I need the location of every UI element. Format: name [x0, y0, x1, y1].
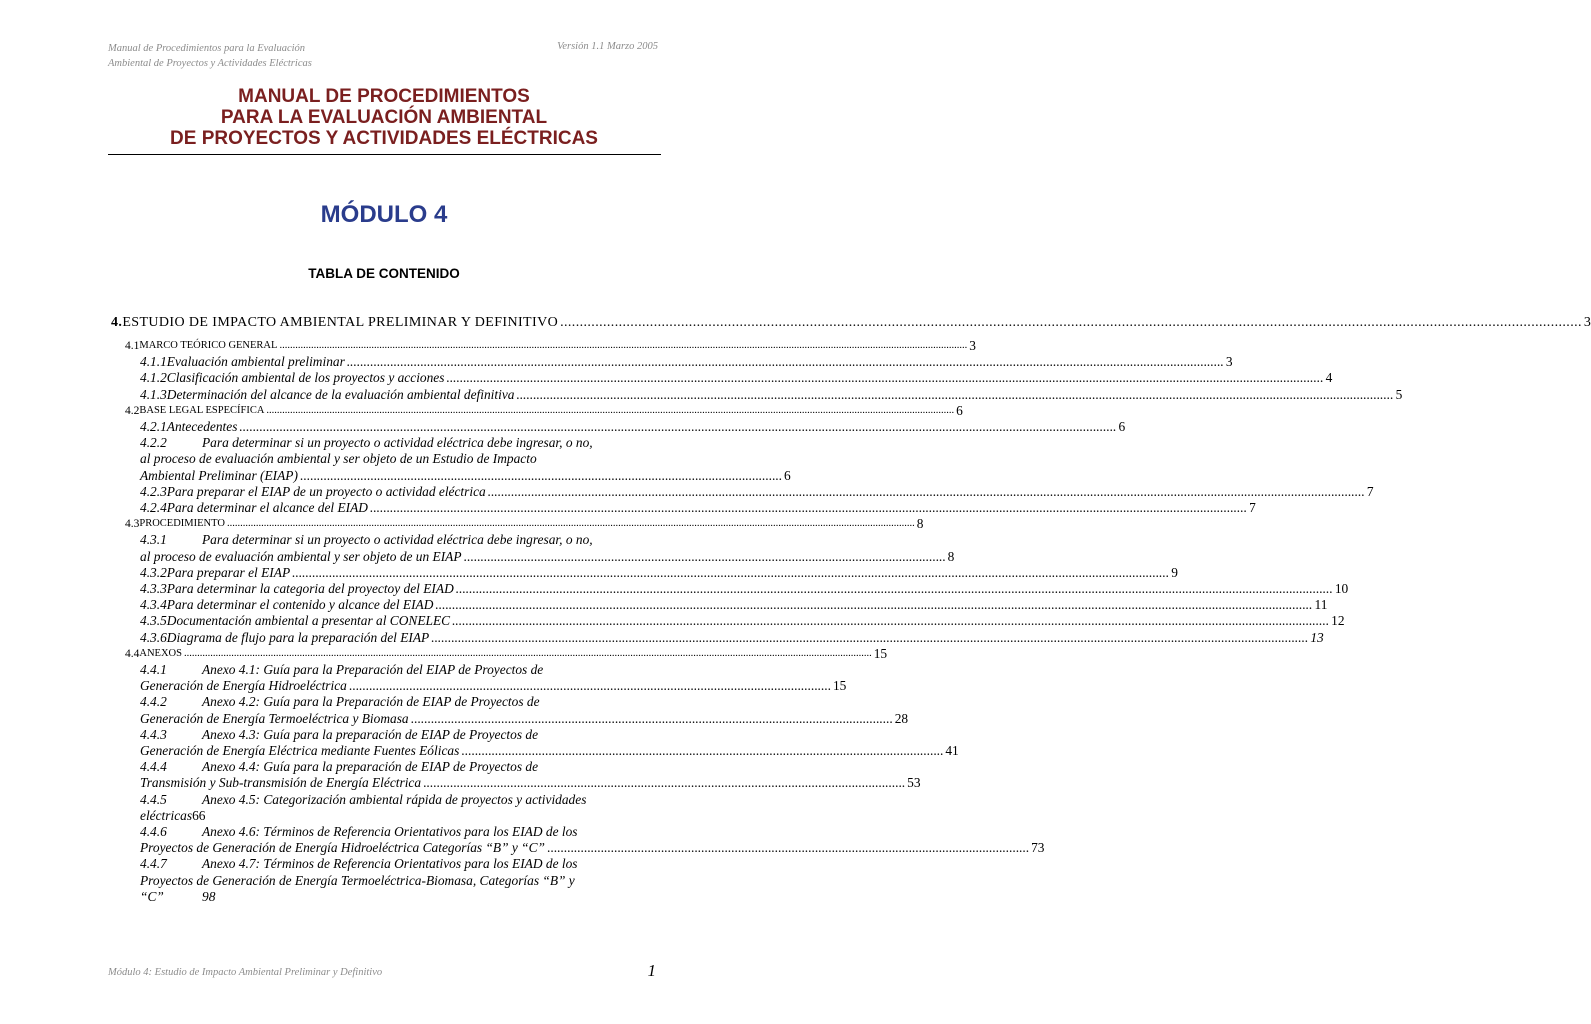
- toc-page: 3: [1225, 354, 1233, 370]
- toc-entry-4-2-3[interactable]: [125, 483, 1374, 500]
- toc-page: 66: [192, 807, 206, 823]
- running-header-title: [108, 41, 312, 71]
- toc-number: 4.3.3: [140, 581, 167, 596]
- toc-text: Documentación ambiental a presentar al CONELEC: [166, 613, 451, 629]
- toc-text: BASE LEGAL ESPECÍFICA: [139, 404, 265, 416]
- toc-entry-4-1-2[interactable]: [125, 370, 1333, 386]
- toc-entry-4-4-4[interactable]: [125, 759, 921, 791]
- toc-page: 4: [1325, 370, 1333, 386]
- toc-text: Evaluación ambiental preliminar: [166, 354, 345, 370]
- toc-page: 7: [1366, 483, 1374, 499]
- table-of-contents: [125, 338, 1403, 905]
- toc-number: 4.1.1: [140, 354, 167, 370]
- toc-text-line-3: “C”: [140, 888, 164, 904]
- toc-page: 15: [873, 645, 888, 661]
- toc-number: 4.2.2: [140, 435, 167, 451]
- title-line-2: PARA LA EVALUACIÓN AMBIENTAL: [220, 107, 548, 128]
- toc-page: 15: [832, 678, 847, 694]
- toc-leader: ................................................................................................................................................: [423, 775, 906, 791]
- toc-entry-4-3[interactable]: [125, 516, 924, 532]
- toc-number: 4.2: [125, 404, 140, 417]
- toc-text-line-2: Generación de Energía Eléctrica mediante Fuentes Eólicas: [140, 743, 460, 759]
- toc-entry-4-4-2[interactable]: [125, 694, 909, 726]
- toc-text-line-2: Proyectos de Generación de Energía Hidroeléctrica Categorías “B” y “C”: [140, 840, 546, 856]
- running-footer: Módulo 4: Estudio de Impacto Ambiental Preliminar y Definitivo: [108, 967, 383, 978]
- toc-entry-4-3-4[interactable]: [125, 597, 1328, 613]
- toc-page: 41: [945, 743, 959, 759]
- toc-leader: [516, 387, 1393, 403]
- toc-number: 4.4.2: [140, 694, 167, 710]
- toc-leader: [266, 403, 954, 419]
- toc-number: 4.2.3: [140, 483, 167, 499]
- toc-page: 9: [1171, 564, 1178, 580]
- toc-page: 6: [1118, 418, 1126, 434]
- toc-text: MARCO TEÓRICO GENERAL: [139, 340, 278, 351]
- toc-entry-4[interactable]: [111, 315, 1591, 331]
- toc-page: 98: [202, 888, 216, 904]
- toc-text: Para determinar el contenido y alcance del EIAD: [166, 597, 434, 613]
- toc-number: 4.3.1: [140, 532, 167, 548]
- toc-text: Para preparar el EIAP: [166, 564, 291, 580]
- toc-number: 4.4.4: [140, 759, 167, 775]
- toc-page: 8: [916, 516, 924, 532]
- toc-text-line-1: Anexo 4.3: Guía para la preparación de EIAP de Proyectos de: [202, 726, 539, 742]
- toc-text-line-2: Transmisión y Sub-transmisión de Energía Eléctrica: [140, 775, 422, 791]
- toc-number: 4.3.2: [140, 564, 167, 580]
- toc-leader: ................................................................................................................................................: [410, 710, 893, 726]
- toc-leader: [456, 581, 1333, 597]
- toc-text-line-3: Ambiental Preliminar (EIAP): [140, 467, 298, 483]
- toc-page: 53: [907, 775, 921, 791]
- toc-page: 13: [1310, 629, 1324, 645]
- toc-entry-4-4[interactable]: [125, 645, 888, 662]
- toc-number: 4.1: [125, 340, 140, 352]
- toc-text: PROCEDIMIENTO: [139, 518, 225, 530]
- toc-entry-4-4-5[interactable]: [125, 792, 659, 824]
- toc-entry-4-2-1[interactable]: [125, 418, 1126, 435]
- toc-leader: [488, 484, 1365, 500]
- toc-leader: [435, 597, 1312, 613]
- toc-number: 4.3.6: [140, 629, 167, 645]
- toc-entry-4-4-1[interactable]: [125, 662, 847, 694]
- toc-leader: [446, 370, 1323, 386]
- toc-entry-4-1-1[interactable]: [125, 354, 1233, 370]
- toc-text-line-2: al proceso de evaluación ambiental y ser objeto de un Estudio de Impacto: [140, 451, 537, 467]
- toc-entry-4-2-2[interactable]: [125, 435, 791, 484]
- toc-number: 4.4.1: [140, 662, 167, 677]
- toc-leader: ................................................................................................................................................: [547, 840, 1030, 856]
- toc-number: 4.4.6: [140, 824, 167, 840]
- toc-entry-4-3-2[interactable]: [125, 564, 1178, 581]
- toc-text: Para determinar el alcance del EIAD: [166, 500, 368, 515]
- toc-entry-4-4-7[interactable]: [125, 856, 659, 905]
- toc-text: Para preparar el EIAP de un proyecto o actividad eléctrica: [166, 483, 486, 499]
- title-line-1: MANUAL DE PROCEDIMIENTOS: [238, 86, 530, 107]
- toc-entry-4-3-3[interactable]: [125, 581, 1349, 597]
- toc-entry-4-4-6[interactable]: [125, 824, 1045, 856]
- toc-text-line-2: eléctricas: [140, 807, 193, 823]
- header-line-2: Ambiental de Proyectos y Actividades Eléctricas: [108, 58, 312, 69]
- title-line-3: DE PROYECTOS Y ACTIVIDADES ELÉCTRICAS: [170, 128, 598, 149]
- toc-leader: [370, 500, 1247, 516]
- toc-text-line-1: Anexo 4.1: Guía para la Preparación del EIAP de Proyectos de: [202, 662, 544, 677]
- toc-entry-4-3-5[interactable]: [125, 613, 1345, 629]
- toc-leader: ................................................................................................................................................: [299, 467, 782, 483]
- toc-text-line-1: Para determinar si un proyecto o actividad eléctrica debe ingresar, o no,: [202, 532, 593, 548]
- toc-text: Clasificación ambiental de los proyectos y acciones: [166, 370, 445, 386]
- toc-text-line-1: Anexo 4.6: Términos de Referencia Orientativos para los EIAD de los: [202, 824, 578, 840]
- toc-text-line-1: Para determinar si un proyecto o actividad eléctrica debe ingresar, o no,: [202, 435, 593, 451]
- toc-text-line-1: Anexo 4.2: Guía para la Preparación de EIAP de Proyectos de: [202, 694, 540, 710]
- toc-page: 10: [1334, 581, 1349, 596]
- toc-number: 4.: [111, 315, 123, 330]
- toc-leader: [279, 338, 967, 354]
- toc-page: 12: [1331, 613, 1345, 629]
- toc-leader: [184, 646, 872, 662]
- toc-leader: ................................................................................................................................................: [463, 548, 946, 564]
- toc-text-line-1: Anexo 4.7: Términos de Referencia Orientativos para los EIAD de los: [202, 856, 578, 872]
- toc-number: 4.4.3: [140, 726, 167, 742]
- toc-number: 4.2.1: [140, 418, 167, 434]
- toc-entry-4-2[interactable]: [125, 402, 963, 419]
- toc-number: 4.4.7: [140, 856, 167, 872]
- toc-leader: [431, 630, 1308, 646]
- toc-leader: [239, 419, 1116, 435]
- header-version: Versión 1.1 Marzo 2005: [557, 41, 658, 52]
- toc-text: Antecedentes: [166, 418, 238, 434]
- toc-page: 6: [956, 402, 963, 418]
- page-number: 1: [647, 961, 656, 980]
- toc-page: 73: [1031, 840, 1045, 856]
- toc-text-line-2: Generación de Energía Hidroeléctrica: [140, 678, 347, 694]
- toc-page: 7: [1249, 500, 1256, 515]
- toc-number: 4.4: [125, 647, 140, 660]
- toc-entry-4-3-1[interactable]: [125, 532, 955, 564]
- toc-number: 4.3.5: [140, 613, 167, 629]
- toc-page: 8: [947, 548, 955, 564]
- toc-text: ESTUDIO DE IMPACTO AMBIENTAL PRELIMINAR Y DEFINITIVO: [122, 315, 559, 330]
- toc-page: 11: [1314, 597, 1328, 613]
- toc-text: ANEXOS: [139, 647, 182, 659]
- toc-leader: [452, 613, 1329, 629]
- toc-entry-4-2-4[interactable]: [125, 500, 1256, 516]
- toc-entry-4-1[interactable]: [125, 338, 976, 354]
- toc-text: Para determinar la categoria del proyectoy del EIAD: [166, 581, 454, 596]
- toc-number: 4.3.4: [140, 597, 167, 613]
- toc-heading: TABLA DE CONTENIDO: [308, 266, 460, 281]
- toc-entry-4-1-3[interactable]: [125, 386, 1403, 403]
- toc-text-line-2: Proyectos de Generación de Energía Termoeléctrica-Biomasa, Categorías “B” y: [140, 872, 575, 888]
- toc-entry-4-4-3[interactable]: [125, 726, 959, 759]
- toc-text: Determinación del alcance de la evaluación ambiental definitiva: [166, 386, 515, 402]
- toc-text-line-2: al proceso de evaluación ambiental y ser objeto de un EIAP: [140, 548, 462, 564]
- toc-number: 4.3: [125, 518, 140, 531]
- toc-leader: [347, 354, 1224, 370]
- toc-text-line-1: Anexo 4.5: Categorización ambiental rápida de proyectos y actividades: [202, 791, 587, 807]
- toc-number: 4.2.4: [140, 500, 167, 515]
- toc-text: Diagrama de flujo para la preparación del EIAP: [166, 629, 430, 645]
- toc-leader: [292, 565, 1169, 581]
- toc-number: 4.1.2: [140, 370, 167, 386]
- toc-leader: ................................................................................................................................................: [348, 678, 831, 694]
- toc-number: 4.1.3: [140, 386, 167, 402]
- toc-text-line-1: Anexo 4.4: Guía para la preparación de EIAP de Proyectos de: [202, 759, 539, 775]
- toc-page: 5: [1395, 386, 1403, 402]
- toc-entry-4-3-6[interactable]: [125, 629, 1324, 646]
- module-heading: MÓDULO 4: [320, 201, 448, 228]
- toc-page: 6: [783, 467, 791, 483]
- title-underline: [108, 154, 661, 155]
- toc-text-line-2: Generación de Energía Termoeléctrica y Biomasa: [140, 710, 409, 726]
- toc-leader: [560, 315, 1582, 331]
- toc-page: 3: [1583, 315, 1591, 330]
- toc-leader: [227, 516, 915, 532]
- document-title: [108, 86, 660, 149]
- toc-page: 28: [894, 710, 909, 726]
- toc-page: 3: [969, 338, 976, 353]
- header-line-1: Manual de Procedimientos para la Evaluación: [108, 43, 306, 54]
- toc-number: 4.4.5: [140, 791, 167, 807]
- toc-leader: ................................................................................................................................................: [461, 743, 944, 759]
